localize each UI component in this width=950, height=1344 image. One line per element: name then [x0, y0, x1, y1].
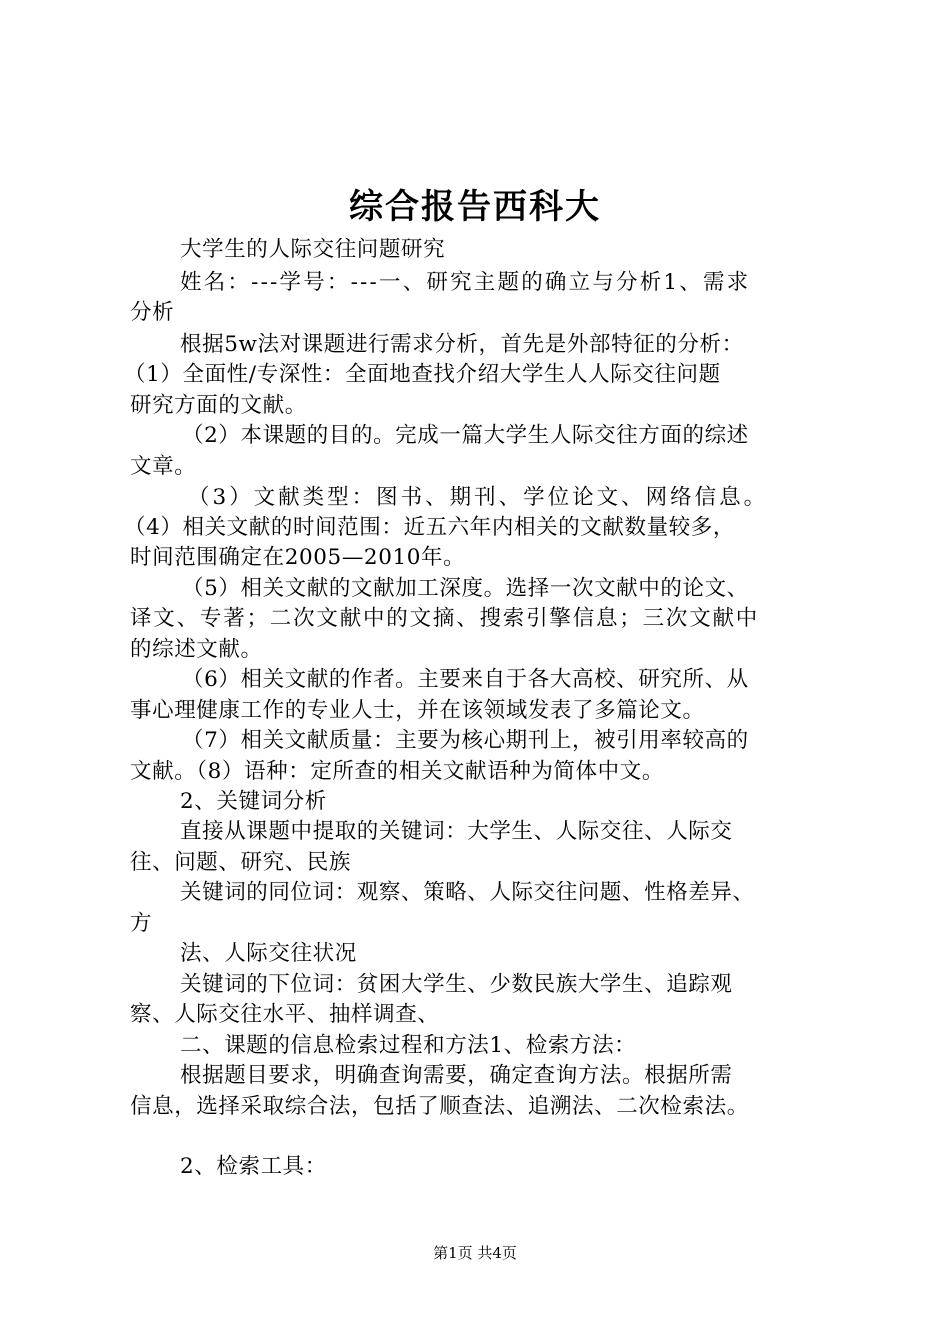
body-line: （6）相关文献的作者。主要来自于各大高校、研究所、从	[182, 667, 749, 692]
body-line: 法、人际交往状况	[180, 941, 357, 966]
body-line: 根据题目要求，明确查询需要，确定查询方法。根据所需	[180, 1063, 733, 1088]
body-line: 信息，选择采取综合法，包括了顺查法、追溯法、二次检索法。	[130, 1094, 749, 1119]
body-line: 文章。	[130, 454, 197, 479]
body-line: （7）相关文献质量：主要为核心期刊上，被引用率较高的	[182, 728, 749, 753]
body-line: 关键词的下位词：贫困大学生、少数民族大学生、追踪观	[180, 972, 733, 997]
body-line: 译文、专著；二次文献中的文摘、搜索引擎信息；三次文献中	[130, 606, 760, 631]
body-line: 二、课题的信息检索过程和方法1、检索方法：	[180, 1033, 637, 1058]
body-line: 的综述文献。	[130, 637, 263, 662]
body-line: （5）相关文献的文献加工深度。选择一次文献中的论文、	[182, 576, 749, 601]
body-line: 2、关键词分析	[180, 789, 327, 814]
body-line: 察、人际交往水平、抽样调查、	[130, 1002, 440, 1027]
body-line: 2、检索工具：	[180, 1154, 327, 1179]
body-line: 事心理健康工作的专业人士，并在该领域发表了多篇论文。	[130, 698, 705, 723]
body-line: 方	[130, 911, 153, 936]
document-title: 综合报告西科大	[349, 187, 601, 227]
body-line: 往、问题、研究、民族	[130, 850, 352, 875]
body-line: 直接从课题中提取的关键词：大学生、人际交往、人际交	[180, 819, 733, 844]
body-line: 关键词的同位词：观察、策略、人际交往问题、性格差异、	[180, 880, 755, 905]
body-line: 根据5w法对课题进行需求分析，首先是外部特征的分析：	[180, 332, 744, 357]
body-line: 分析	[130, 300, 175, 325]
body-line: 文献。（8）语种：定所查的相关文献语种为简体中文。	[130, 759, 664, 784]
body-line: （3）文献类型：图书、期刊、学位论文、网络信息。	[188, 485, 769, 510]
body-line: 姓名：---学号：---一、研究主题的确立与分析1、需求	[180, 270, 751, 295]
body-line: 大学生的人际交往问题研究	[180, 237, 446, 262]
body-line: 研究方面的文献。	[130, 393, 307, 418]
body-line: （4）相关文献的时间范围：近五六年内相关的文献数量较多，	[124, 515, 735, 540]
page-number: 第1页 共4页	[433, 1244, 517, 1262]
body-line: （1）全面性/专深性：全面地查找介绍大学生人人际交往问题	[124, 362, 721, 387]
body-line: 时间范围确定在2005—2010年。	[130, 545, 466, 570]
body-line: （2）本课题的目的。完成一篇大学生人际交往方面的综述	[182, 423, 749, 448]
